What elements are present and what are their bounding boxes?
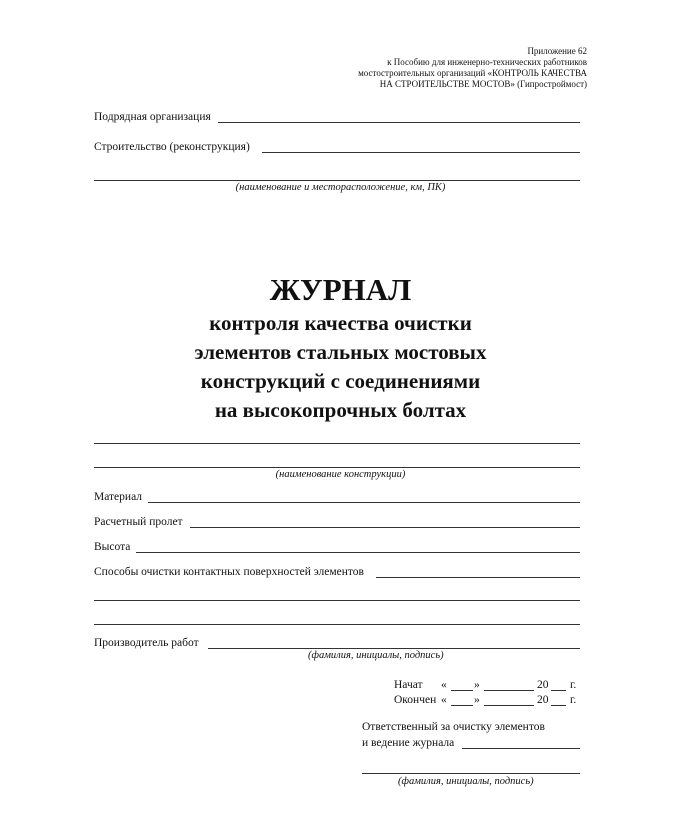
material-field[interactable]: [148, 502, 580, 503]
contractor-field[interactable]: [218, 122, 580, 123]
cleaning-methods-field[interactable]: [376, 577, 580, 578]
finished-close-quote: »: [474, 694, 480, 706]
finished-year-suffix: г.: [570, 694, 577, 706]
location-caption: (наименование и месторасположение, км, ПК): [235, 182, 446, 193]
journal-subtitle-line1: контроля качества очистки: [209, 311, 472, 335]
responsible-label-line2: и ведение журнала: [362, 737, 455, 749]
construction-label: Строительство (реконструкция): [94, 141, 250, 153]
finished-open-quote: «: [441, 694, 447, 706]
finished-year-field[interactable]: [551, 705, 566, 706]
cleaning-methods-field-line3[interactable]: [94, 624, 580, 625]
journal-subtitle-line3: конструкций с соединениями: [200, 369, 481, 393]
responsible-field[interactable]: [462, 748, 580, 749]
height-field[interactable]: [136, 552, 580, 553]
started-day-field[interactable]: [451, 690, 473, 691]
construction-field[interactable]: [262, 152, 580, 153]
started-close-quote: »: [474, 679, 480, 691]
appendix-source-line3: НА СТРОИТЕЛЬСТВЕ МОСТОВ» (Гипростроймост): [379, 79, 587, 89]
foreman-label: Производитель работ: [94, 637, 199, 649]
finished-day-field[interactable]: [451, 705, 473, 706]
appendix-source-line2: мостостроительных организаций «КОНТРОЛЬ КАЧЕСТВА: [358, 68, 587, 78]
span-label: Расчетный пролет: [94, 516, 183, 528]
journal-subtitle-line2: элементов стальных мостовых: [194, 340, 487, 364]
location-field[interactable]: [94, 180, 580, 181]
structure-field-line1[interactable]: [94, 443, 580, 444]
started-year-prefix: 20: [537, 679, 549, 691]
foreman-signature-caption: (фамилия, инициалы, подпись): [308, 650, 444, 661]
finished-month-field[interactable]: [484, 705, 534, 706]
span-field[interactable]: [190, 527, 580, 528]
appendix-note: [358, 46, 587, 90]
finished-label: Окончен: [394, 694, 437, 706]
responsible-label-line1: Ответственный за очистку элементов: [362, 721, 545, 733]
cleaning-methods-label: Способы очистки контактных поверхностей элементов: [94, 566, 364, 578]
started-month-field[interactable]: [484, 690, 534, 691]
journal-title: ЖУРНАЛ: [269, 272, 412, 307]
started-year-field[interactable]: [551, 690, 566, 691]
journal-subtitle-line4: на высокопрочных болтах: [214, 398, 467, 422]
foreman-field[interactable]: [208, 648, 580, 649]
responsible-signature-caption: (фамилия, инициалы, подпись): [398, 776, 534, 787]
structure-field-line2[interactable]: [94, 467, 580, 468]
started-year-suffix: г.: [570, 679, 577, 691]
started-label: Начат: [394, 679, 423, 691]
started-open-quote: «: [441, 679, 447, 691]
finished-year-prefix: 20: [537, 694, 549, 706]
appendix-number: Приложение 62: [527, 46, 587, 56]
cleaning-methods-field-line2[interactable]: [94, 600, 580, 601]
structure-caption: (наименование конструкции): [275, 469, 406, 480]
height-label: Высота: [94, 541, 131, 553]
contractor-label: Подрядная организация: [94, 111, 211, 123]
appendix-source-line1: к Пособию для инженерно-технических работников: [387, 57, 587, 67]
material-label: Материал: [94, 491, 143, 503]
responsible-signature-field[interactable]: [362, 773, 580, 774]
